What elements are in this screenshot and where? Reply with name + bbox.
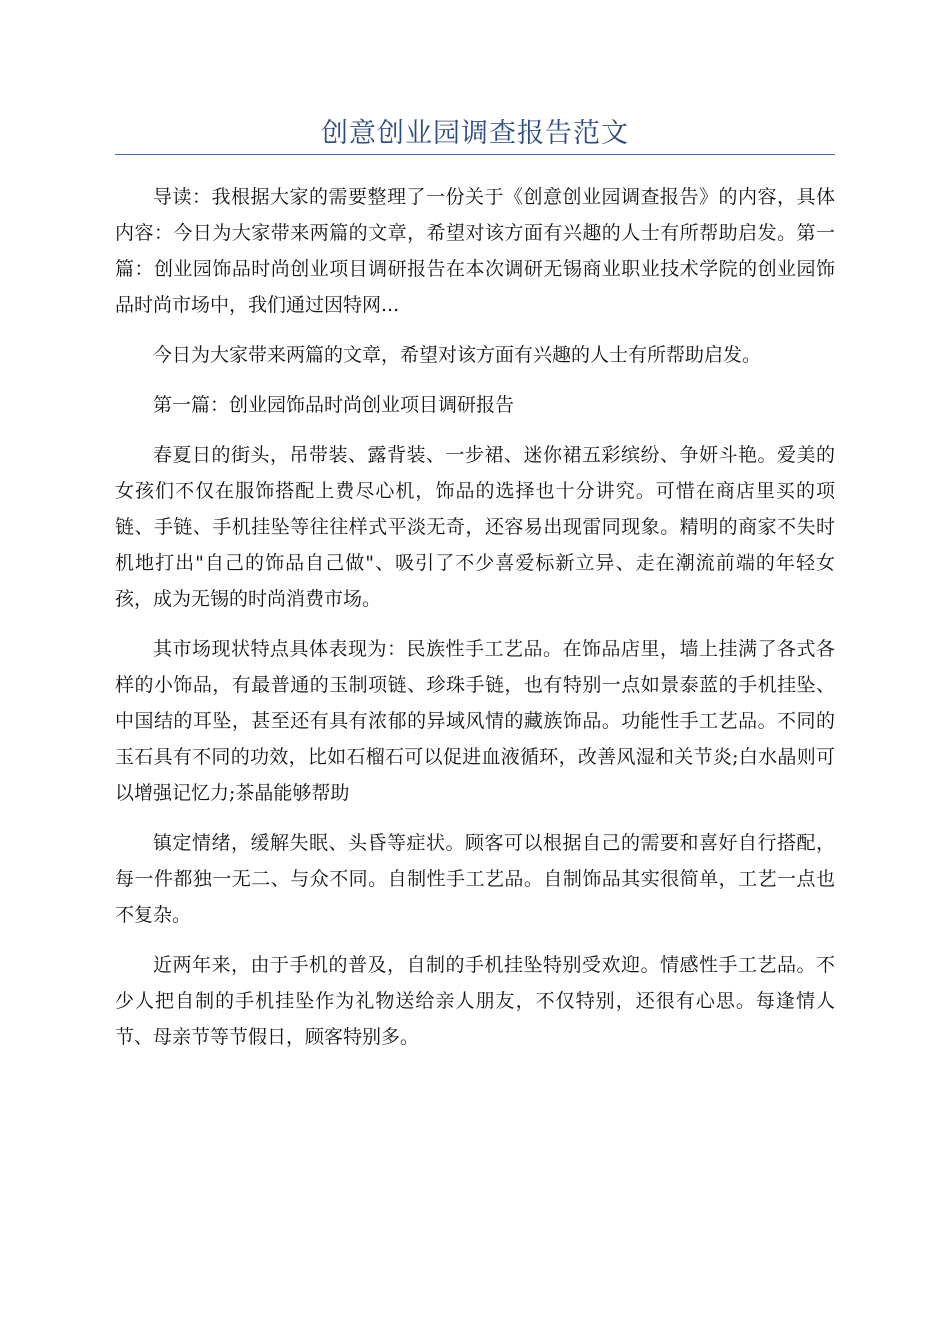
- paragraph-section-heading: 第一篇：创业园饰品时尚创业项目调研报告: [153, 394, 515, 416]
- paragraph-market-status: 其市场现状特点具体表现为：民族性手工艺品。在饰品店里，墙上挂满了各式各样的小饰品，有最普通的玉制项链、珍珠手链，也有特别一点如景泰蓝的手机挂坠、中国结的耳坠，甚至还有具有浓郁的异域风情的藏族饰品。功能性手工艺品。不同的玉石具有不同的功效，比如石榴石可以促进血液循环，改善风湿和关节炎;白水晶则可以增强记忆力;茶晶能够帮助: [115, 638, 835, 804]
- paragraph-intro: 导读：我根据大家的需要整理了一份关于《创意创业园调查报告》的内容，具体内容：今日为大家带来两篇的文章，希望对该方面有兴趣的人士有所帮助启发。第一篇：创业园饰品时尚创业项目调研报告在本次调研无锡商业职业技术学院的创业园饰品时尚市场中，我们通过因特网...: [115, 186, 835, 316]
- paragraph-phone-pendants: 近两年来，由于手机的普及，自制的手机挂坠特别受欢迎。情感性手工艺品。不少人把自制的手机挂坠作为礼物送给亲人朋友，不仅特别，还很有心思。每逢情人节、母亲节等节假日，顾客特别多。: [115, 954, 835, 1048]
- page-title: 创意创业园调查报告范文: [321, 118, 629, 149]
- paragraph-street-scene: 春夏日的街头，吊带装、露背装、一步裙、迷你裙五彩缤纷、争妍斗艳。爱美的女孩们不仅在服饰搭配上费尽心机，饰品的选择也十分讲究。可惜在商店里买的项链、手链、手机挂坠等往往样式平淡无奇，还容易出现雷同现象。精明的商家不失时机地打出"自己的饰品自己做"、吸引了不少喜爱标新立异、走在潮流前端的年轻女孩，成为无锡的时尚消费市场。: [115, 444, 835, 610]
- title-underline: [115, 154, 835, 155]
- paragraph-self-made: 镇定情绪，缓解失眠、头昏等症状。顾客可以根据自己的需要和喜好自行搭配，每一件都独一无二、与众不同。自制性手工艺品。自制饰品其实很简单，工艺一点也不复杂。: [115, 832, 835, 926]
- document-page: [115, 0, 835, 1069]
- document-body: [115, 179, 835, 1055]
- paragraph-preface: 今日为大家带来两篇的文章，希望对该方面有兴趣的人士有所帮助启发。: [153, 344, 762, 366]
